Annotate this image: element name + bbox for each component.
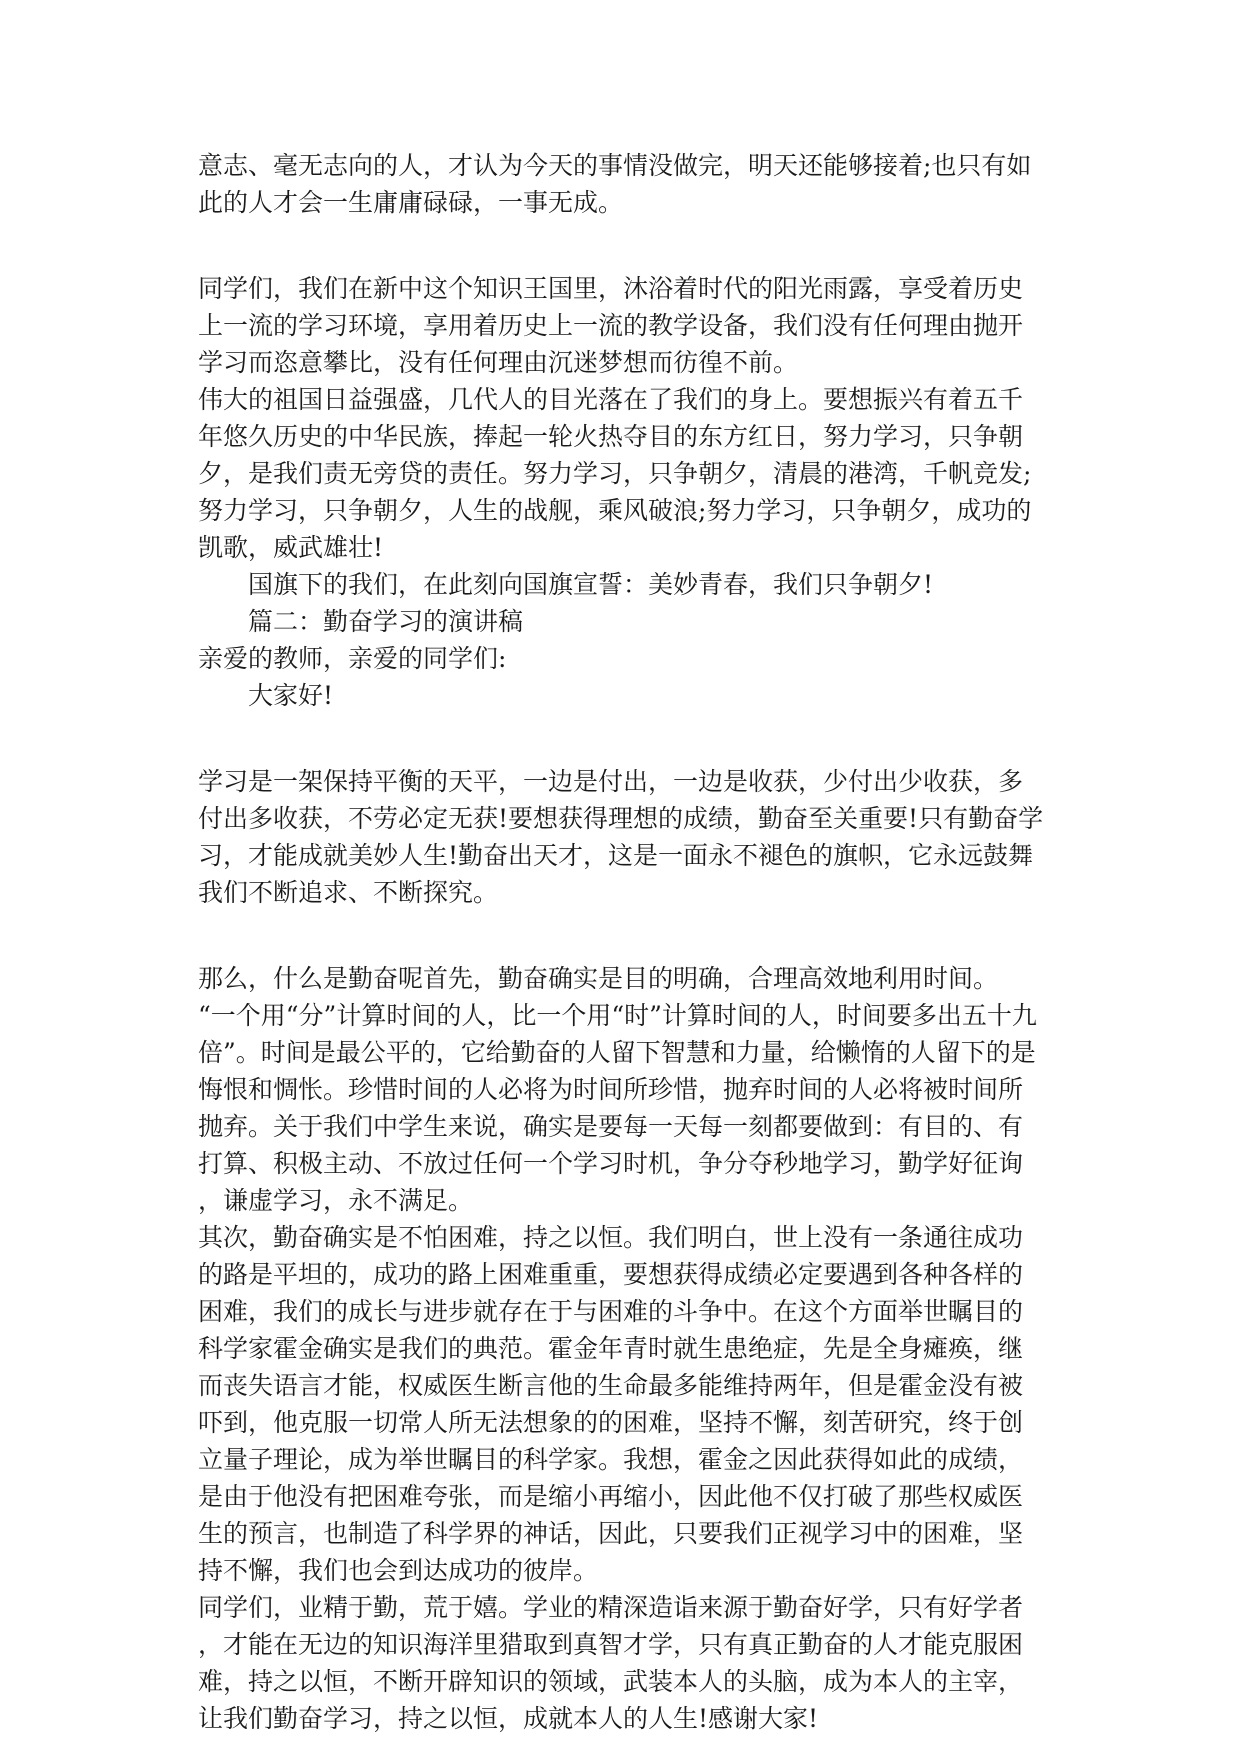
text-line: ，谦虚学习，永不满足。 [198,1186,474,1215]
text-line: 同学们，业精于勤，荒于嬉。学业的精深造诣来源于勤奋好学，只有好学者 [198,1593,1024,1622]
text-line: 学习而恣意攀比，没有任何理由沉迷梦想而彷徨不前。 [198,348,799,377]
text-line: 我们不断追求、不断探究。 [198,878,499,907]
text-line: 伟大的祖国日益强盛，几代人的目光落在了我们的身上。要想振兴有着五千 [198,385,1024,414]
text-line: 难，持之以恒，不断开辟知识的领域，武装本人的头脑，成为本人的主宰， [198,1667,1024,1696]
text-line: 凯歌，威武雄壮! [198,533,384,562]
text-line: 而丧失语言才能，权威医生断言他的生命最多能维持两年，但是霍金没有被 [198,1371,1024,1400]
text-line: 习，才能成就美妙人生!勤奋出天才，这是一面永不褪色的旗帜，它永远鼓舞 [198,841,1034,870]
text-line: 是由于他没有把困难夸张，而是缩小再缩小，因此他不仅打破了那些权威医 [198,1482,1024,1511]
text-line: ，才能在无边的知识海洋里猎取到真智才学，只有真正勤奋的人才能克服困 [198,1630,1024,1659]
text-line: 吓到，他克服一切常人所无法想象的的困难，坚持不懈，刻苦研究，终于创 [198,1408,1024,1437]
greeting: 大家好! [248,681,334,710]
text-line: 年悠久历史的中华民族，捧起一轮火热夺目的东方红日，努力学习，只争朝 [198,422,1024,451]
text-line: 努力学习，只争朝夕，人生的战舰，乘风破浪;努力学习，只争朝夕，成功的 [198,496,1032,525]
text-line: 夕，是我们责无旁贷的责任。努力学习，只争朝夕，清晨的港湾，千帆竞发; [198,459,1032,488]
text-line: 其次，勤奋确实是不怕困难，持之以恒。我们明白，世上没有一条通往成功 [198,1223,1024,1252]
text-line: 付出多收获，不劳必定无获!要想获得理想的成绩，勤奋至关重要!只有勤奋学 [198,804,1044,833]
text-line: “一个用“分”计算时间的人，比一个用“时”计算时间的人，时间要多出五十九 [198,1001,1037,1030]
text-line: 科学家霍金确实是我们的典范。霍金年青时就生患绝症，先是全身瘫痪，继 [198,1334,1024,1363]
text-line: 的路是平坦的，成功的路上困难重重，要想获得成绩必定要遇到各种各样的 [198,1260,1024,1289]
text-line: 抛弃。关于我们中学生来说，确实是要每一天每一刻都要做到：有目的、有 [198,1112,1024,1141]
section-heading: 篇二：勤奋学习的演讲稿 [248,607,524,636]
text-line: 悔恨和惆怅。珍惜时间的人必将为时间所珍惜，抛弃时间的人必将被时间所 [198,1075,1024,1104]
text-line: 困难，我们的成长与进步就存在于与困难的斗争中。在这个方面举世瞩目的 [198,1297,1024,1326]
text-line: 打算、积极主动、不放过任何一个学习时机，争分夺秒地学习，勤学好征询 [198,1149,1024,1178]
text-line: 意志、毫无志向的人，才认为今天的事情没做完，明天还能够接着;也只有如 [198,151,1032,180]
text-line: 上一流的学习环境，享用着历史上一流的教学设备，我们没有任何理由抛开 [198,311,1024,340]
text-line: 立量子理论，成为举世瞩目的科学家。我想，霍金之因此获得如此的成绩， [198,1445,1024,1474]
salutation: 亲爱的教师，亲爱的同学们: [198,644,507,673]
text-line: 持不懈，我们也会到达成功的彼岸。 [198,1556,599,1585]
text-line: 同学们，我们在新中这个知识王国里，沐浴着时代的阳光雨露，享受着历史 [198,274,1024,303]
text-line: 那么，什么是勤奋呢首先，勤奋确实是目的明确，合理高效地利用时间。 [198,964,999,993]
text-line: 让我们勤奋学习，持之以恒，成就本人的人生!感谢大家! [198,1704,819,1733]
pledge-line: 国旗下的我们，在此刻向国旗宣誓：美妙青春，我们只争朝夕! [248,570,934,599]
text-line: 倍”。时间是最公平的，它给勤奋的人留下智慧和力量，给懒惰的人留下的是 [198,1038,1036,1067]
text-line: 学习是一架保持平衡的天平，一边是付出，一边是收获，少付出少收获，多 [198,767,1024,796]
text-line: 生的预言，也制造了科学界的神话，因此，只要我们正视学习中的困难，坚 [198,1519,1024,1548]
text-line: 此的人才会一生庸庸碌碌，一事无成。 [198,188,624,217]
